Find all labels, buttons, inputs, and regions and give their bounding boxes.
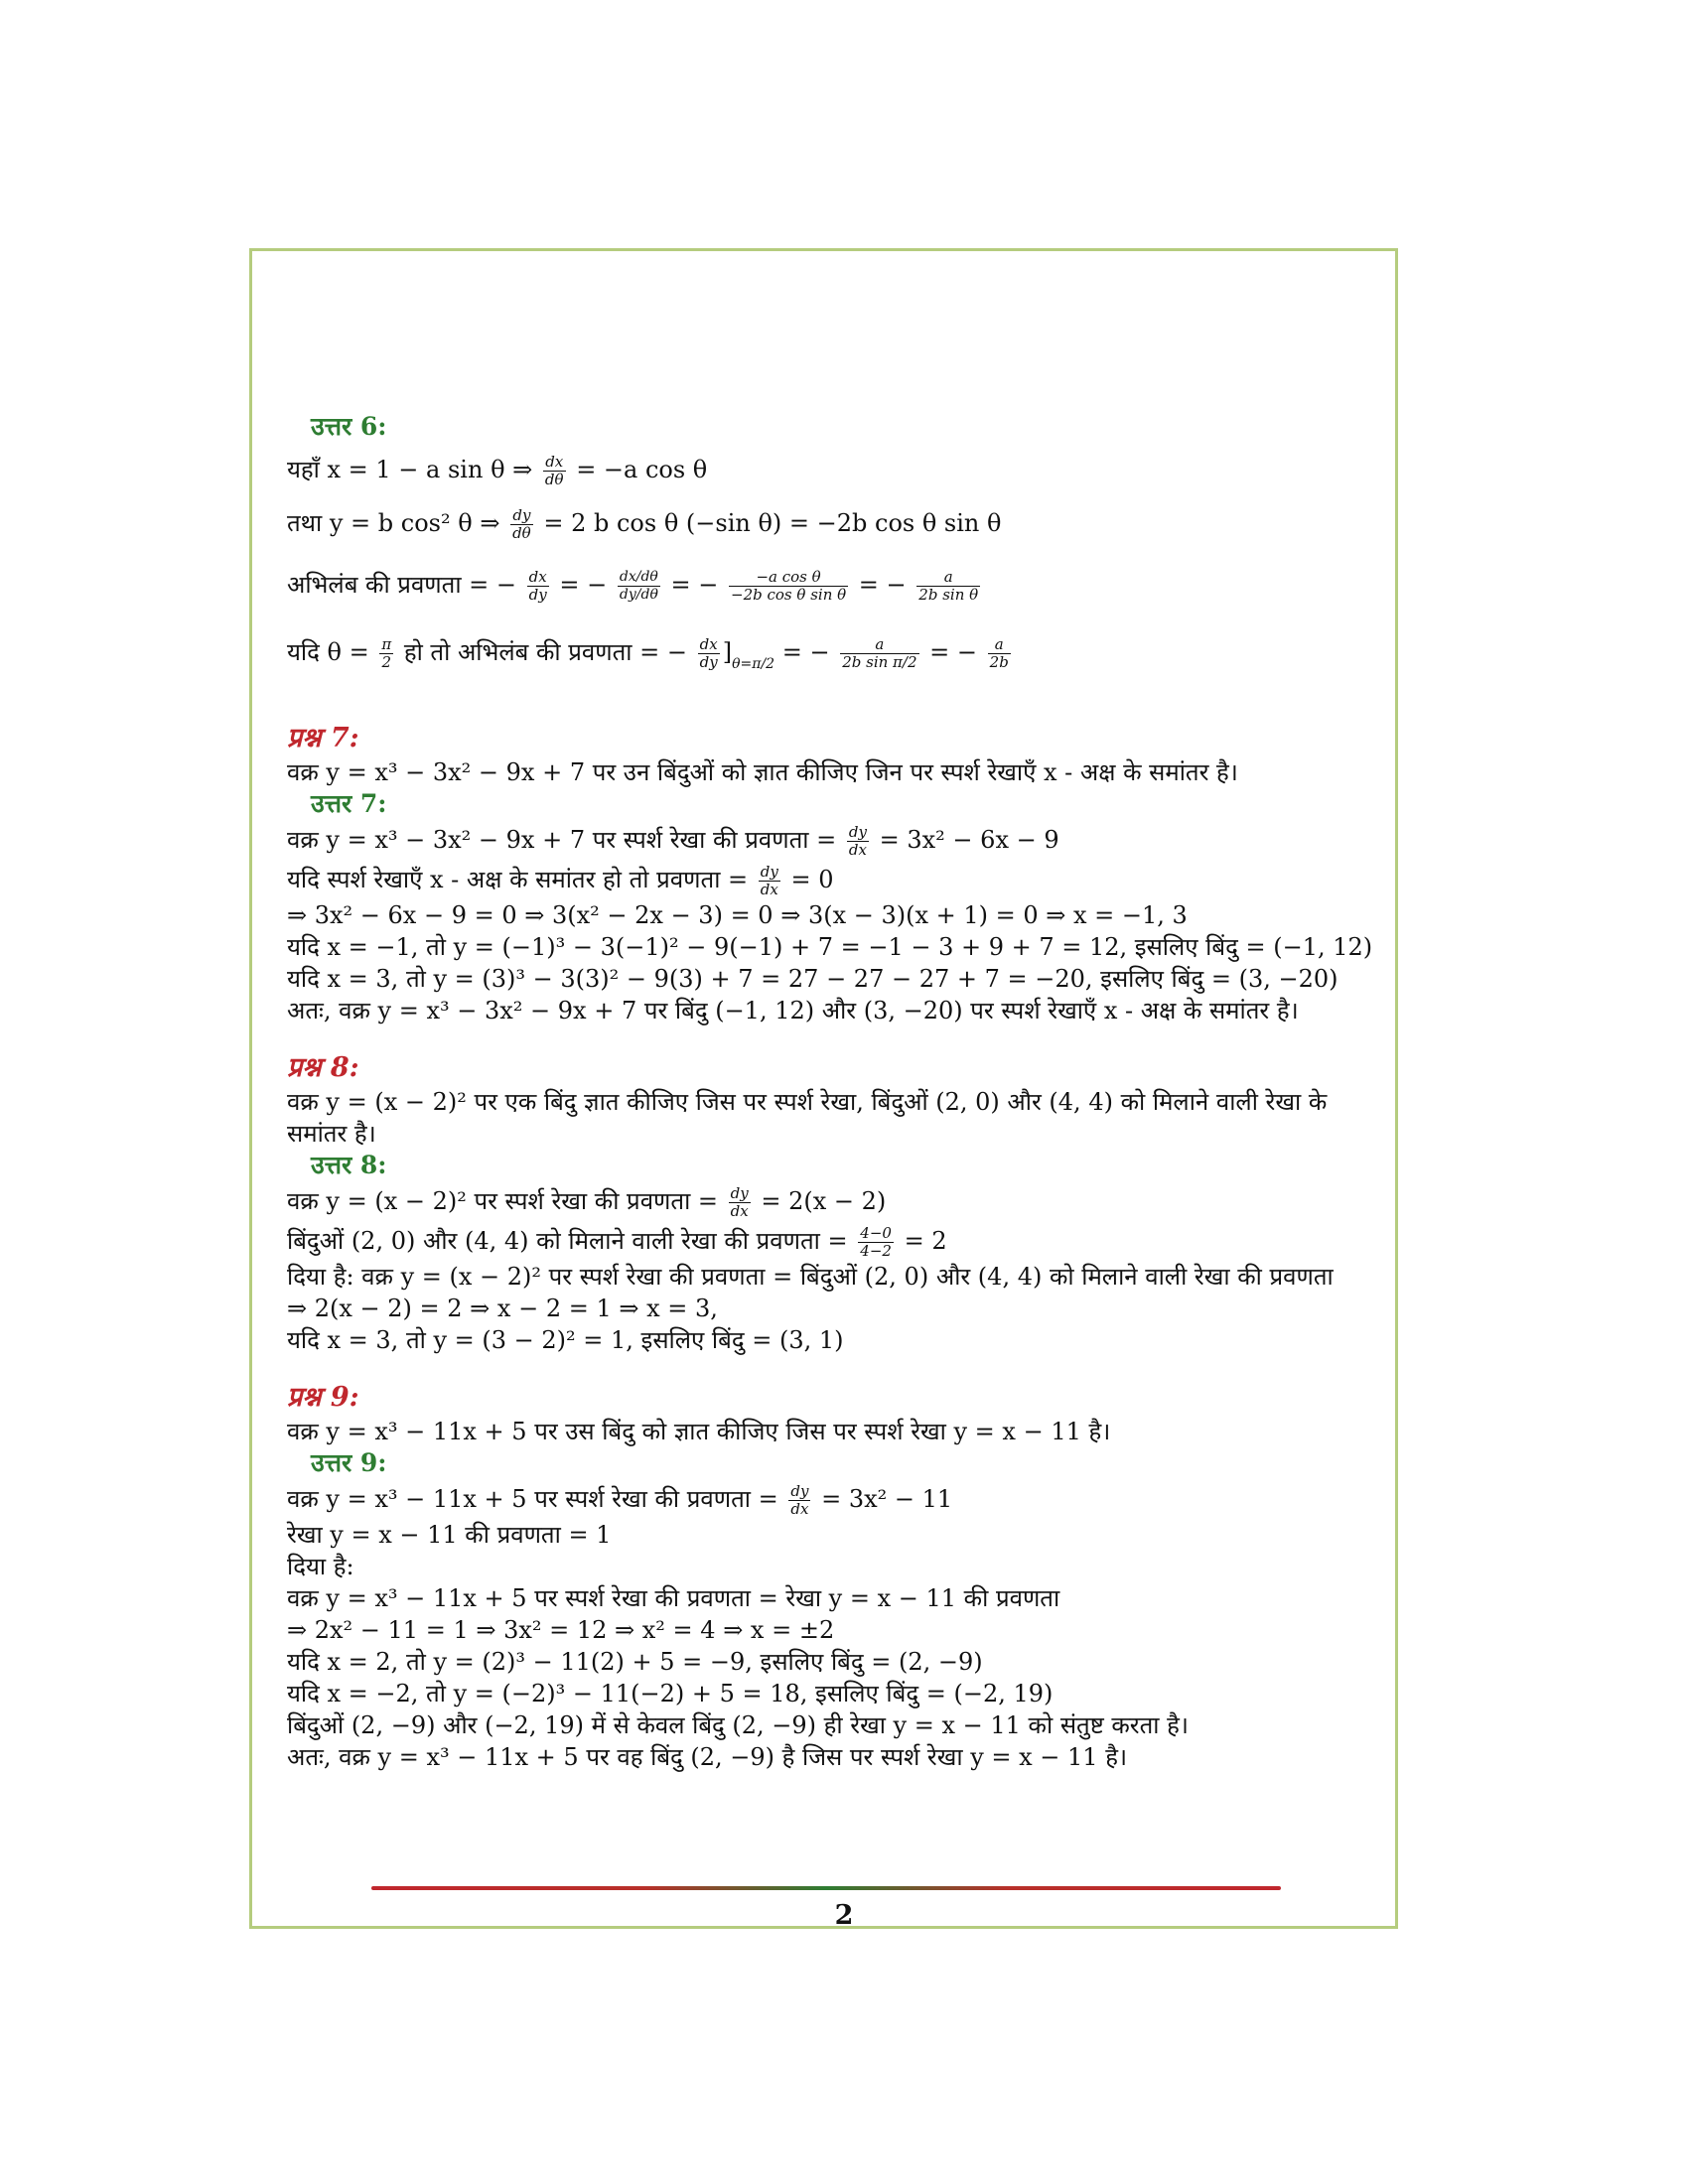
answer-9-line-2: रेखा y = x − 11 की प्रवणता = 1 (287, 1521, 612, 1549)
question-9-heading: प्रश्न 9: (287, 1382, 359, 1413)
footer-divider (371, 1886, 1281, 1890)
question-8-heading: प्रश्न 8: (287, 1052, 359, 1083)
answer-8-line-2: बिंदुओं (2, 0) और (4, 4) को मिलाने वाली रेखा की प्रवणता = $\frac{4-0}{4-2}$ = 2 (287, 1224, 947, 1260)
answer-9-line-4: वक्र y = x³ − 11x + 5 पर स्पर्श रेखा की प्रवणता = रेखा y = x − 11 की प्रवणता (287, 1584, 1060, 1612)
question-7-text: वक्र y = x³ − 3x² − 9x + 7 पर उन बिंदुओं को ज्ञात कीजिए जिन पर स्पर्श रेखाएँ x - अक्ष के समांतर है। (287, 758, 1238, 786)
answer-9-line-9: अतः, वक्र y = x³ − 11x + 5 पर वह बिंदु (2, −9) है जिस पर स्पर्श रेखा y = x − 11 है। (287, 1743, 1128, 1771)
answer-8-heading: उत्तर 8: (311, 1151, 387, 1179)
answer-9-line-7: यदि x = −2, तो y = (−2)³ − 11(−2) + 5 = 18, इसलिए बिंदु = (−2, 19) (287, 1680, 1054, 1707)
answer-9-heading: उत्तर 9: (311, 1448, 387, 1477)
question-7-heading: प्रश्न 7: (287, 723, 359, 753)
page-number: 2 (834, 1900, 854, 1931)
answer-6-line-1: यहाँ x = 1 − a sin θ ⇒ $\frac{dx}{d\theta}$ = −a cos θ (287, 453, 708, 488)
page-content (287, 411, 1373, 1773)
question-8-text: वक्र y = (x − 2)² पर एक बिंदु ज्ञात कीजिए जिस पर स्पर्श रेखा, बिंदुओं (2, 0) और (4, 4) को मिलाने वाली रेखा के समांतर है। (287, 1088, 1328, 1148)
answer-7-line-1: वक्र y = x³ − 3x² − 9x + 7 पर स्पर्श रेखा की प्रवणता = $\frac{dy}{dx}$ = 3x² − 6x − 9 (287, 823, 1059, 859)
answer-9-line-5: ⇒ 2x² − 11 = 1 ⇒ 3x² = 12 ⇒ x² = 4 ⇒ x = ±2 (287, 1616, 835, 1644)
answer-7-line-6: अतः, वक्र y = x³ − 3x² − 9x + 7 पर बिंदु (−1, 12) और (3, −20) पर स्पर्श रेखाएँ x - अक्ष के समांतर है। (287, 997, 1299, 1024)
answer-8-line-5: यदि x = 3, तो y = (3 − 2)² = 1, इसलिए बिंदु = (3, 1) (287, 1326, 844, 1354)
answer-8-line-3: दिया है: वक्र y = (x − 2)² पर स्पर्श रेखा की प्रवणता = बिंदुओं (2, 0) और (4, 4) को मिलाने वाली रेखा की प्रवणता (287, 1263, 1334, 1291)
answer-7-line-5: यदि x = 3, तो y = (3)³ − 3(3)² − 9(3) + 7 = 27 − 27 − 27 + 7 = −20, इसलिए बिंदु = (3, −20) (287, 965, 1338, 993)
answer-6-line-2: तथा y = b cos² θ ⇒ $\frac{dy}{d\theta}$ = 2 b cos θ (−sin θ) = −2b cos θ sin θ (287, 506, 1002, 542)
answer-7-heading: उत्तर 7: (311, 789, 387, 818)
answer-7-line-3: ⇒ 3x² − 6x − 9 = 0 ⇒ 3(x² − 2x − 3) = 0 ⇒ 3(x − 3)(x + 1) = 0 ⇒ x = −1, 3 (287, 901, 1188, 929)
question-9-text: वक्र y = x³ − 11x + 5 पर उस बिंदु को ज्ञात कीजिए जिस पर स्पर्श रेखा y = x − 11 है। (287, 1418, 1111, 1445)
answer-6-line-4: यदि θ = $\frac{\pi}{2}$ हो तो अभिलंब की प्रवणता = − $\frac{dx}{dy}$ ]$_{\theta=\pi/2}$ = − $\frac{a}{\text{2b sin π/2}}$ = − $\frac{a}{2b}$ (287, 635, 1009, 672)
answer-9-line-6: यदि x = 2, तो y = (2)³ − 11(2) + 5 = −9, इसलिए बिंदु = (2, −9) (287, 1648, 983, 1676)
answer-8-line-1: वक्र y = (x − 2)² पर स्पर्श रेखा की प्रवणता = $\frac{dy}{dx}$ = 2(x − 2) (287, 1184, 887, 1220)
answer-7-line-4: यदि x = −1, तो y = (−1)³ − 3(−1)² − 9(−1) + 7 = −1 − 3 + 9 + 7 = 12, इसलिए बिंदु = (−1, 12) (287, 933, 1373, 961)
answer-9-line-1: वक्र y = x³ − 11x + 5 पर स्पर्श रेखा की प्रवणता = $\frac{dy}{dx}$ = 3x² − 11 (287, 1482, 953, 1518)
answer-9-line-8: बिंदुओं (2, −9) और (−2, 19) में से केवल बिंदु (2, −9) ही रेखा y = x − 11 को संतुष्ट करता है। (287, 1711, 1189, 1739)
answer-8-line-4: ⇒ 2(x − 2) = 2 ⇒ x − 2 = 1 ⇒ x = 3, (287, 1295, 718, 1322)
answer-7-line-2: यदि स्पर्श रेखाएँ x - अक्ष के समांतर हो तो प्रवणता = $\frac{dy}{dx}$ = 0 (287, 863, 834, 898)
answer-9-line-3: दिया है: (287, 1553, 354, 1580)
answer-6-line-3: अभिलंब की प्रवणता = − $\frac{dx}{dy}$ = − $\frac{dx/d\theta}{dy/d\theta}$ = − $\frac{\text{−a cos θ}}{\text{−2b cos θ sin θ}}$ = − $\frac{a}{\text{2b sin θ}}$ (287, 568, 979, 604)
answer-6-heading: उत्तर 6: (311, 412, 387, 441)
